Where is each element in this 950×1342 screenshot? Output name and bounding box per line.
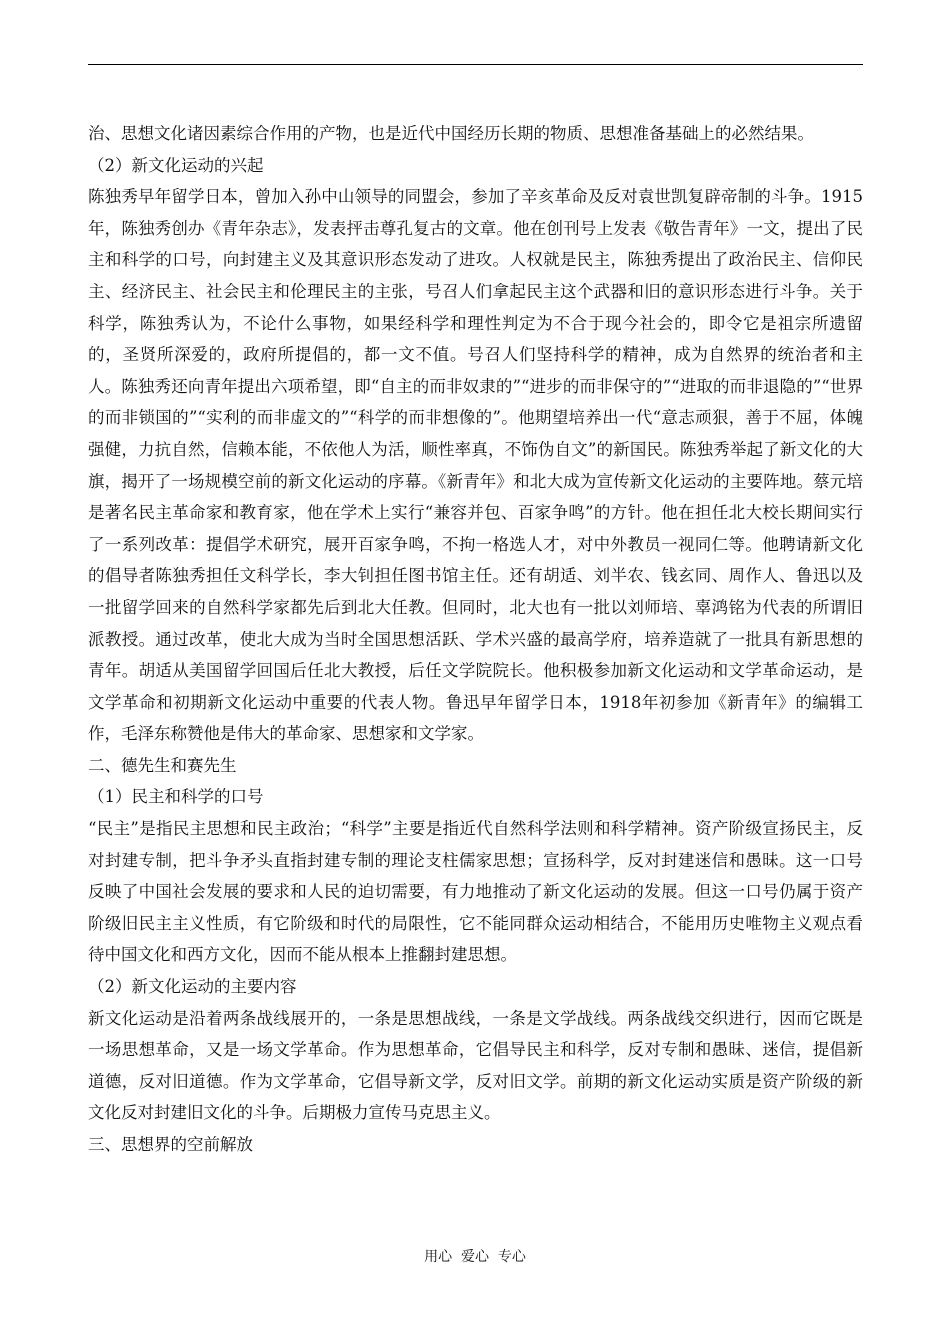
paragraph-democracy-science: “民主”是指民主思想和民主政治；“科学”主要是指近代自然科学法则和科学精神。资产阶级宣扬民主，反对封建专制，把斗争矛头直指封建专制的理论支柱儒家思想；宣扬科学，反对封建迷信和愚昧。这一口号反映了中国社会发展的要求和人民的迫切需要，有力地推动了新文化运动的发展。但这一口号仍属于资产阶级旧民主主义性质，有它阶级和时代的局限性，它不能同群众运动相结合，不能用历史唯物主义观点看待中国文化和西方文化，因而不能从根本上推翻封建思想。: [88, 819, 863, 965]
section-heading-3: 三、思想界的空前解放: [88, 1135, 253, 1154]
subheading-main-content: （2）新文化运动的主要内容: [88, 977, 297, 997]
paragraph-chen-duxiu: 陈独秀早年留学日本，曾加入孙中山领导的同盟会，参加了辛亥革命及反对袁世凯复辟帝制的斗争。1915年，陈独秀创办《青年杂志》，发表抨击尊孔复古的文章。他在创刊号上发表《敬告青年》一文，提出了民主和科学的口号，向封建主义及其意识形态发动了进攻。人权就是民主，陈独秀提出了政治民主、信仰民主、经济民主、社会民主和伦理民主的主张，号召人们拿起民主这个武器和旧的意识形态进行斗争。关于科学，陈独秀认为，不论什么事物，如果经科学和理性判定为不合于现今社会的，即令它是祖宗所遗留的，圣贤所深爱的，政府所提倡的，都一文不值。号召人们坚持科学的精神，成为自然界的统治者和主人。陈独秀还向青年提出六项希望，即“自主的而非奴隶的”“进步的而非保守的”“进取的而非退隐的”“世界的而非锁国的”“实利的而非虚文的”“科学的而非想像的”。他期望培养出一代“意志顽狠，善于不屈，体魄强健，力抗自然，信赖本能，不依他人为活，顺性率真，不饰伪自文”的新国民。陈独秀举起了新文化的大旗，揭开了一场规模空前的新文化运动的序幕。《新青年》和北大成为宣传新文化运动的主要阵地。蔡元培是著名民主革命家和教育家，他在学术上实行“兼容并包、百家争鸣”的方针。他在担任北大校长期间实行了一系列改革：提倡学术研究，展开百家争鸣，不拘一格选人才，对中外教员一视同仁等。他聘请新文化的倡导者陈独秀担任文科学长，李大钊担任图书馆主任。还有胡适、刘半农、钱玄同、周作人、鲁迅以及一批留学回来的自然科学家都先后到北大任教。但同时，北大也有一批以刘师培、辜鸿铭为代表的所谓旧派教授。通过改革，使北大成为当时全国思想活跃、学术兴盛的最高学府，培养造就了一批具有新思想的青年。胡适从美国留学回国后任北大教授，后任文学院院长。他积极参加新文化运动和文学革命运动，是文学革命和初期新文化运动中重要的代表人物。鲁迅早年留学日本，1918年初参加《新青年》的编辑工作，毛泽东称赞他是伟大的革命家、思想家和文学家。: [88, 187, 863, 744]
page-body: [88, 118, 863, 1161]
subheading-rise-of-new-culture: （2）新文化运动的兴起: [88, 155, 264, 175]
header-rule: [88, 64, 863, 65]
page-footer: 用心 爱心 专心: [424, 1249, 526, 1265]
section-heading-2: 二、德先生和赛先生: [88, 755, 237, 775]
paragraph-continuation: 治、思想文化诸因素综合作用的产物，也是近代中国经历长期的物质、思想准备基础上的必然结果。: [88, 124, 814, 143]
paragraph-two-fronts: 新文化运动是沿着两条战线展开的，一条是思想战线，一条是文学战线。两条战线交织进行，因而它既是一场思想革命，又是一场文学革命。作为思想革命，它倡导民主和科学，反对专制和愚昧、迷信，提倡新道德，反对旧道德。作为文学革命，它倡导新文学，反对旧文学。前期的新文化运动实质是资产阶级的新文化反对封建旧文化的斗争。后期极力宣传马克思主义。: [88, 1008, 863, 1123]
subheading-slogan: （1）民主和科学的口号: [88, 787, 264, 807]
